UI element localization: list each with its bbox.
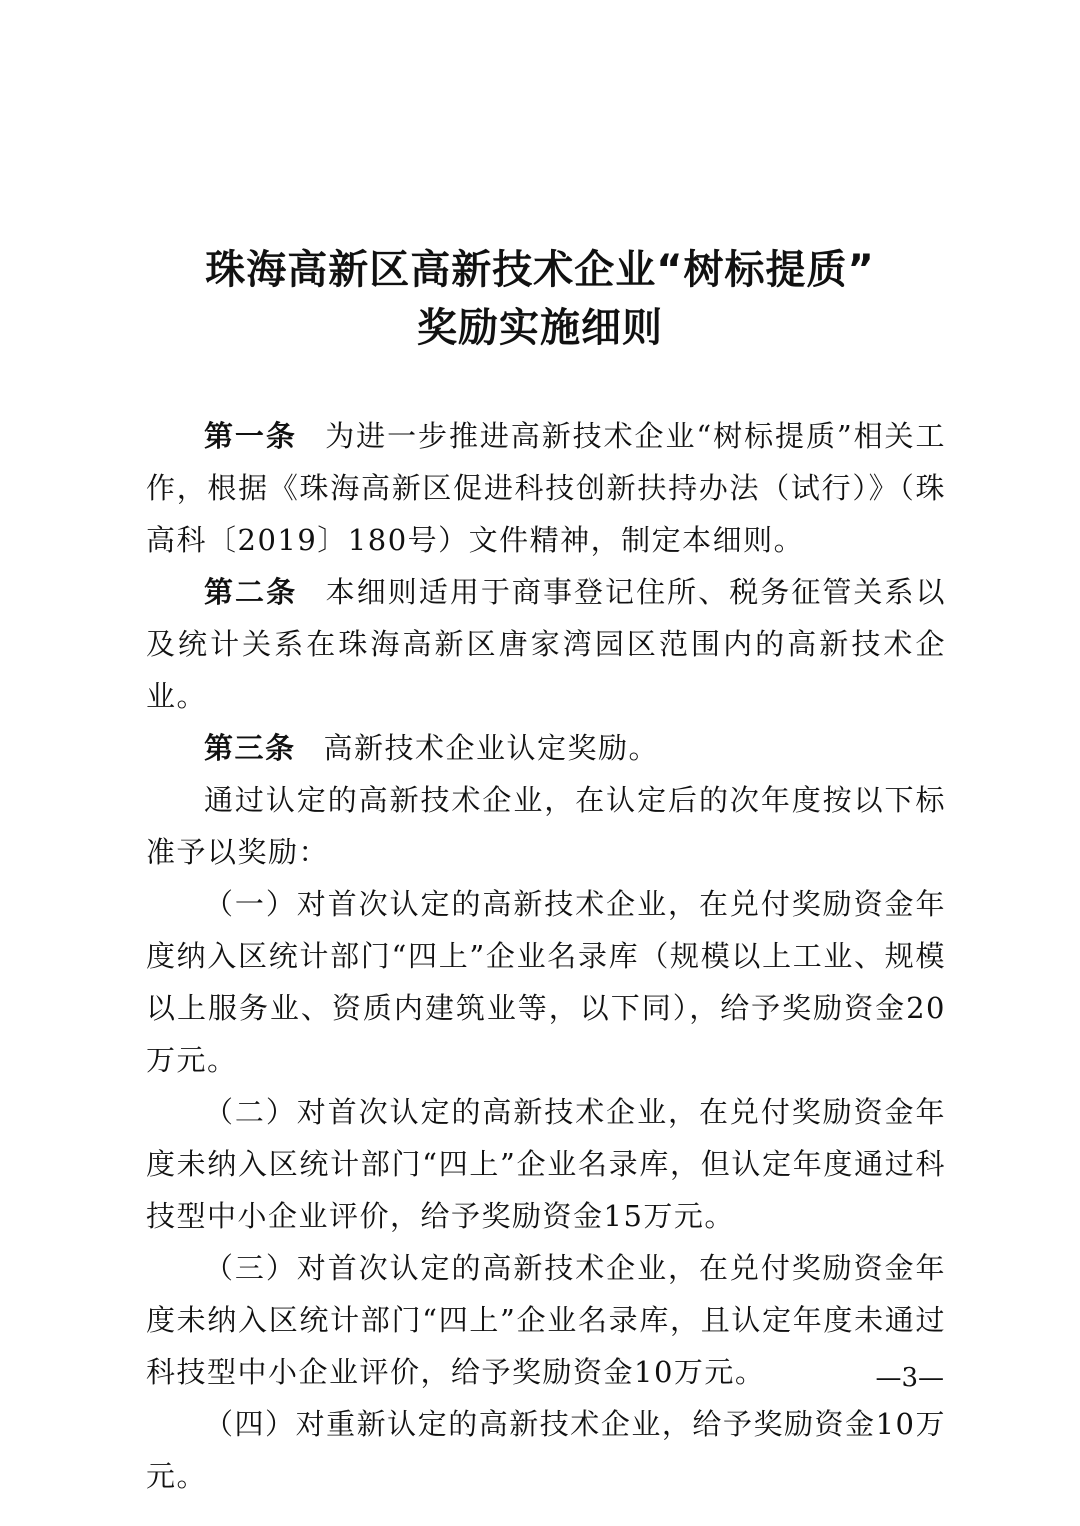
clause-1: （一）对首次认定的高新技术企业，在兑付奖励资金年度纳入区统计部门“四上”企业名录库（规模以上工业、规模以上服务业、资质内建筑业等，以下同），给予奖励资金20万元。	[146, 887, 946, 1077]
article-label: 第二条	[204, 575, 298, 609]
article-2	[146, 566, 946, 722]
paragraph: 通过认定的高新技术企业，在认定后的次年度按以下标准予以奖励：	[146, 783, 946, 869]
page-number: —3—	[875, 1363, 944, 1393]
document-title-line-1: 珠海高新区高新技术企业“树标提质”	[205, 247, 875, 293]
article-text: 为进一步推进高新技术企业“树标提质”相关工作，根据《珠海高新区促进科技创新扶持办法（试行）》（珠高科〔2019〕180号）文件精神，制定本细则。	[146, 419, 946, 557]
article-label: 第三条	[204, 731, 296, 765]
clause-2: （二）对首次认定的高新技术企业，在兑付奖励资金年度未纳入区统计部门“四上”企业名录库，但认定年度通过科技型中小企业评价，给予奖励资金15万元。	[146, 1095, 946, 1233]
article-text: 本细则适用于商事登记住所、税务征管关系以及统计关系在珠海高新区唐家湾园区范围内的高新技术企业。	[146, 575, 946, 713]
article-label: 第一条	[204, 419, 297, 453]
document-title-line-2: 奖励实施细则	[417, 305, 663, 351]
article-text: 高新技术企业认定奖励。	[323, 731, 660, 765]
article-3	[146, 722, 946, 774]
clause-4: （四）对重新认定的高新技术企业，给予奖励资金10万元。	[146, 1407, 946, 1493]
clause-3: （三）对首次认定的高新技术企业，在兑付奖励资金年度未纳入区统计部门“四上”企业名录库，且认定年度未通过科技型中小企业评价，给予奖励资金10万元。	[146, 1251, 946, 1389]
document-body	[146, 410, 946, 1502]
article-1	[146, 410, 946, 566]
